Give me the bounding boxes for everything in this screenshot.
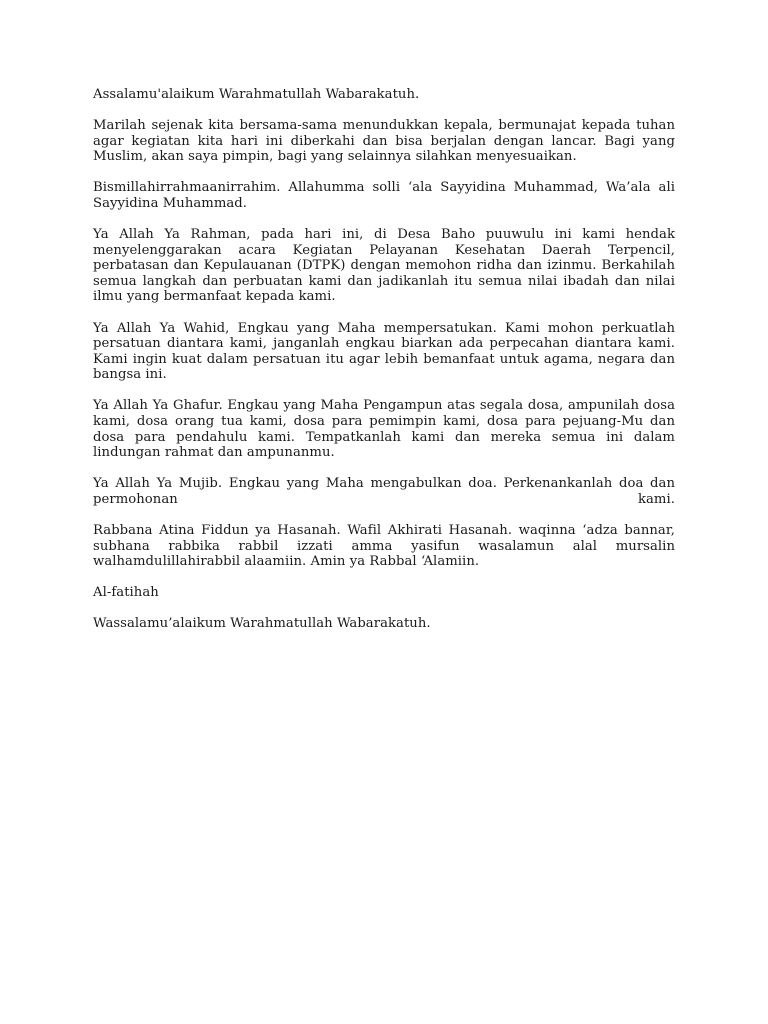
closing-greeting: Wassalamu’alaikum Warahmatullah Wabarakatuh. xyxy=(93,616,431,632)
mujib-line2-left: permohonan xyxy=(93,491,178,507)
paragraph-bismillah: Bismillahirrahmaanirrahim. Allahumma solli ‘ala Sayyidina Muhammad, Wa’ala ali Sayyidina Muhammad. xyxy=(93,180,675,211)
paragraph-ya-wahid: Ya Allah Ya Wahid, Engkau yang Maha mempersatukan. Kami mohon perkuatlah persatuan diantara kami, janganlah engkau biarkan ada perpecahan diantara kami. Kami ingin kuat dalam persatuan itu agar lebih bemanfaat untuk agama, negara dan bangsa ini. xyxy=(93,320,675,383)
document-body xyxy=(93,87,675,647)
paragraph-ya-ghafur: Ya Allah Ya Ghafur. Engkau yang Maha Pengampun atas segala dosa, ampunilah dosa kami, dosa orang tua kami, dosa para pemimpin kami, dosa para pejuang-Mu dan dosa para pendahulu kami. Tempatkanlah kami dan mereka semua ini dalam lindungan rahmat dan ampunanmu. xyxy=(93,398,675,461)
paragraph-ya-rahman: Ya Allah Ya Rahman, pada hari ini, di Desa Baho puuwulu ini kami hendak menyelenggarakan acara Kegiatan Pelayanan Kesehatan Daerah Terpencil, perbatasan dan Kepulauanan (DTPK) dengan memohon ridha dan izinmu. Berkahilah semua langkah dan perbuatan kami dan jadikanlah itu semua nilai ibadah dan nilai ilmu yang bermanfaat kepada kami. xyxy=(93,227,675,305)
paragraph-ya-mujib xyxy=(93,476,675,507)
paragraph-ya-mujib-line1: Ya Allah Ya Mujib. Engkau yang Maha mengabulkan doa. Perkenankanlah doa dan xyxy=(93,476,675,492)
mujib-line2-right: kami. xyxy=(637,491,675,507)
paragraph-ya-mujib-line2 xyxy=(93,492,675,508)
opening-greeting: Assalamu'alaikum Warahmatullah Wabarakatuh. xyxy=(93,87,420,102)
paragraph-rabbana: Rabbana Atina Fiddun ya Hasanah. Wafil Akhirati Hasanah. waqinna ‘adza bannar, subhana rabbika rabbil izzati amma yasifun wasalamun alal mursalin walhamdulillahirabbil alaamiin. Amin ya Rabbal ‘Alamiin. xyxy=(93,522,675,570)
paragraph-opening: Marilah sejenak kita bersama-sama menundukkan kepala, bermunajat kepada tuhan agar kegiatan kita hari ini diberkahi dan bisa berjalan dengan lancar. Bagi yang Muslim, akan saya pimpin, bagi yang selainnya silahkan menyesuaikan. xyxy=(93,118,675,165)
al-fatihah-line: Al-fatihah xyxy=(93,585,159,601)
